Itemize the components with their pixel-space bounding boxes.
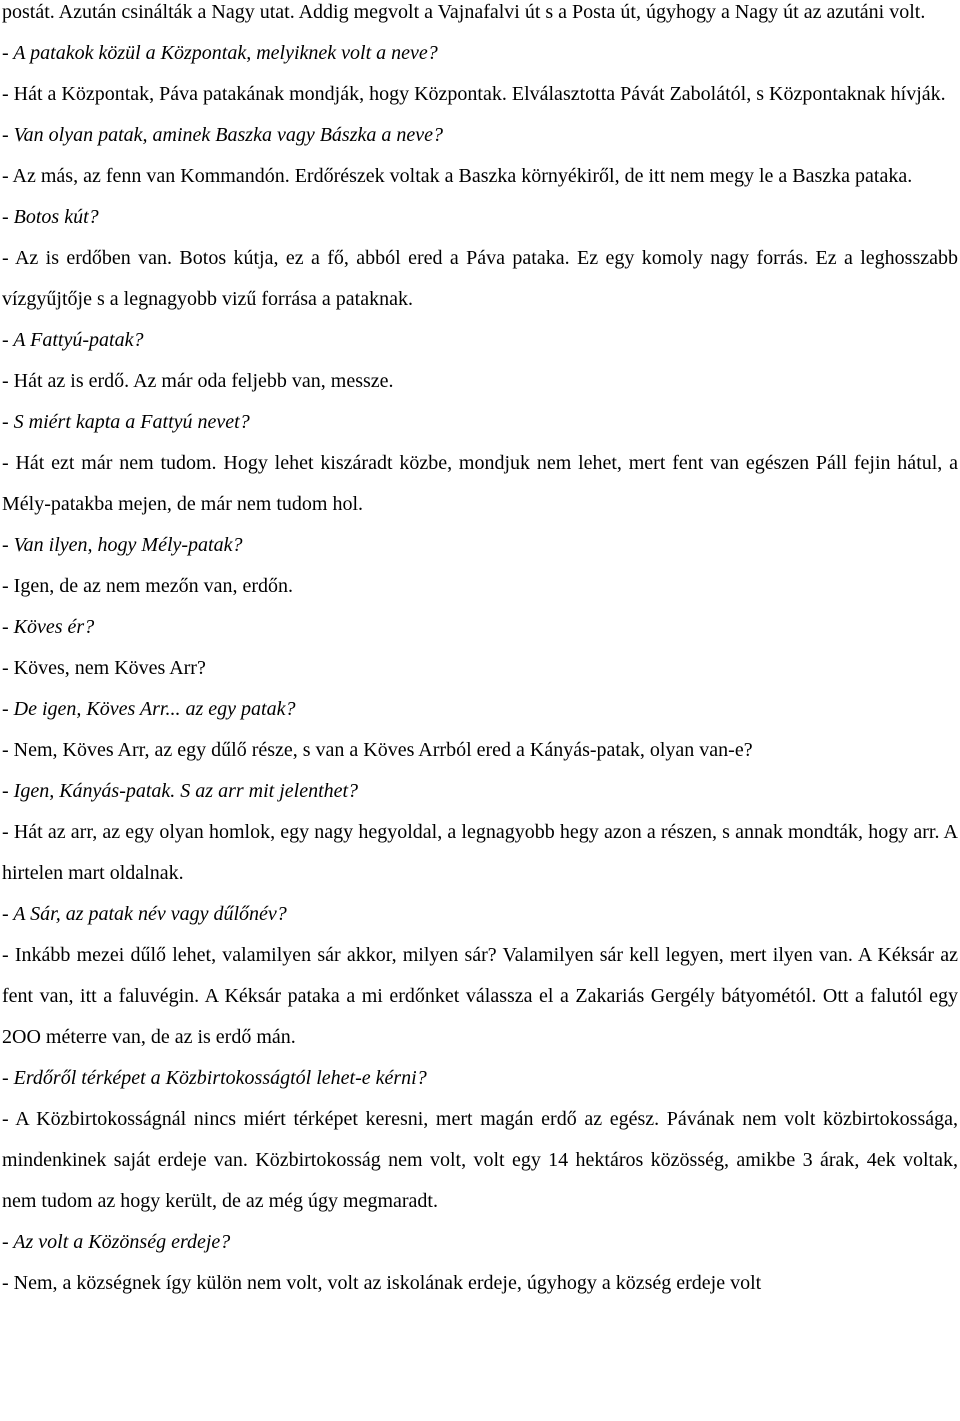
answer-paragraph: - Hát az arr, az egy olyan homlok, egy nagy hegyoldal, a legnagyobb hegy azon a részen, s annak mondták, hogy arr. A hirtelen mart oldalnak. — [2, 821, 958, 884]
answer-paragraph: - Nem, a községnek így külön nem volt, volt az iskolának erdeje, úgyhogy a község erdeje volt — [2, 1272, 762, 1294]
answer-paragraph: - A Közbirtokosságnál nincs miért térképet keresni, mert magán erdő az egész. Pávának nem volt közbirtokossága, mindenkinek saját erdeje van. Közbirtokosság nem volt, volt egy 14 hektáros közösség, amikbe 3 árak, 4ek voltak, nem tudom az hogy került, de az még úgy megmaradt. — [2, 1108, 958, 1212]
answer-paragraph: - Nem, Köves Arr, az egy dűlő része, s van a Köves Arrból ered a Kányás-patak, olyan van-e? — [2, 739, 753, 761]
question-paragraph: - Az volt a Közönség erdeje? — [2, 1231, 231, 1253]
document-page — [2, 0, 958, 1304]
answer-paragraph: - Az más, az fenn van Kommandón. Erdőrészek voltak a Baszka környékiről, de itt nem megy le a Baszka pataka. — [2, 165, 913, 187]
question-paragraph: - De igen, Köves Arr... az egy patak? — [2, 698, 296, 720]
answer-paragraph: - Hát az is erdő. Az már oda feljebb van, messze. — [2, 370, 394, 392]
question-paragraph: - A Sár, az patak név vagy dűlőnév? — [2, 903, 287, 925]
answer-paragraph: - Hát a Központak, Páva patakának mondják, hogy Központak. Elválasztotta Pávát Zabolától, s Központaknak hívják. — [2, 83, 946, 105]
question-paragraph: - Erdőről térképet a Közbirtokosságtól lehet-e kérni? — [2, 1067, 427, 1089]
answer-paragraph: - Hát ezt már nem tudom. Hogy lehet kiszáradt közbe, mondjuk nem lehet, mert fent van egészen Páll fejin hátul, a Mély-patakba mejen, de már nem tudom hol. — [2, 452, 958, 515]
answer-paragraph: - Inkább mezei dűlő lehet, valamilyen sár akkor, milyen sár? Valamilyen sár kell legyen, mert ilyen van. A Kéksár az fent van, itt a faluvégin. A Kéksár pataka a mi erdőnket válassza el a Zakariás Gergély bátyométól. Ott a falutól egy 2OO méterre van, de az is erdő mán. — [2, 944, 958, 1048]
question-paragraph: - Köves ér? — [2, 616, 95, 638]
answer-paragraph: - Köves, nem Köves Arr? — [2, 657, 206, 679]
answer-paragraph: postát. Azután csinálták a Nagy utat. Addig megvolt a Vajnafalvi út s a Posta út, úgyhogy a Nagy út az azutáni volt. — [2, 1, 926, 23]
answer-paragraph: - Az is erdőben van. Botos kútja, ez a fő, abból ered a Páva pataka. Ez egy komoly nagy forrás. Ez a leghosszabb vízgyűjtője s a legnagyobb vizű forrása a pataknak. — [2, 247, 958, 310]
question-paragraph: - A Fattyú-patak? — [2, 329, 144, 351]
question-paragraph: - S miért kapta a Fattyú nevet? — [2, 411, 250, 433]
answer-paragraph: - Igen, de az nem mezőn van, erdőn. — [2, 575, 293, 597]
question-paragraph: - A patakok közül a Központak, melyiknek volt a neve? — [2, 42, 438, 64]
question-paragraph: - Igen, Kányás-patak. S az arr mit jelenthet? — [2, 780, 359, 802]
question-paragraph: - Botos kút? — [2, 206, 99, 228]
question-paragraph: - Van ilyen, hogy Mély-patak? — [2, 534, 243, 556]
question-paragraph: - Van olyan patak, aminek Baszka vagy Bászka a neve? — [2, 124, 443, 146]
